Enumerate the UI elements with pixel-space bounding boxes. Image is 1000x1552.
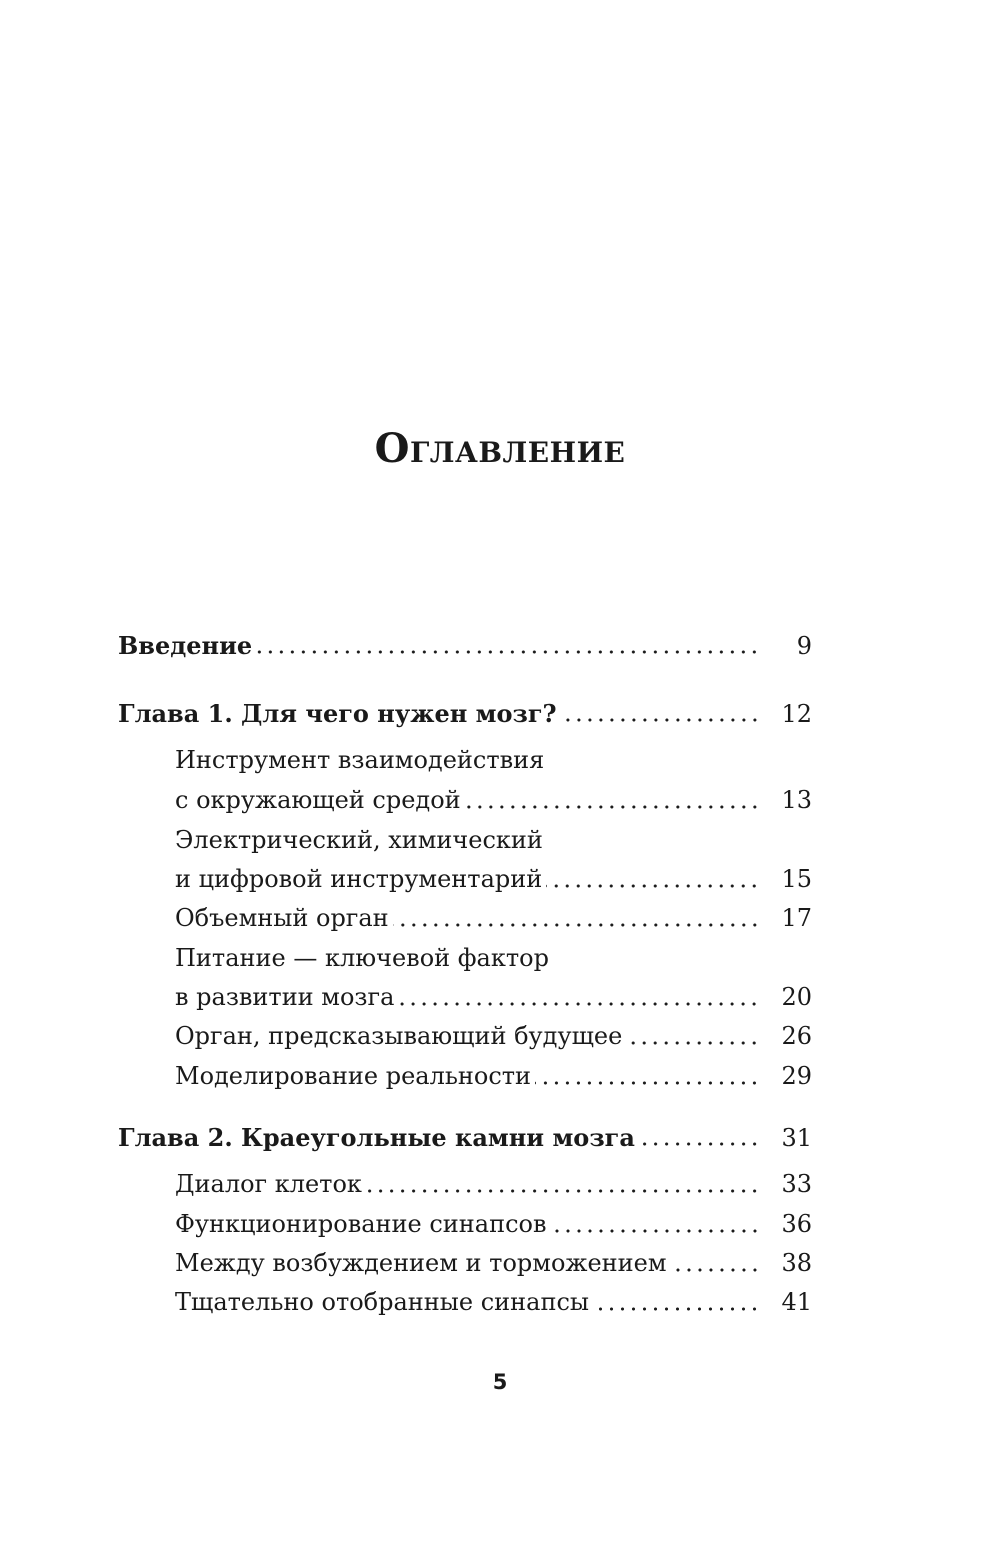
toc-entry-label: Глава 1. Для чего нужен мозг?: [118, 699, 557, 728]
toc-section-entry: [175, 1205, 812, 1244]
toc-entry-page: 9: [796, 632, 812, 660]
toc-entry-label: Питание — ключевой фактор: [175, 944, 549, 972]
dot-leader: [626, 1041, 760, 1045]
dot-leader: [593, 1307, 760, 1311]
toc-entry-page: 15: [781, 865, 812, 893]
toc-entry-label: Объемный орган: [175, 904, 389, 932]
toc-section-entry: [175, 1017, 812, 1056]
toc-entry-label: Электрический, химический: [175, 826, 543, 854]
dot-leader: [546, 884, 760, 888]
dot-leader: [465, 805, 760, 809]
toc-entry-page: 12: [781, 700, 812, 728]
toc-entry-label: Инструмент взаимодействия: [175, 746, 545, 774]
toc-entry-page: 33: [781, 1170, 812, 1198]
toc-section-entry: [175, 821, 812, 860]
toc-chapter-entry: [118, 694, 812, 733]
toc-entry-label: Глава 2. Краеугольные камни мозга: [118, 1123, 635, 1152]
toc-entry-label: и цифровой инструментарий: [175, 865, 543, 893]
page-number: 5: [492, 1370, 508, 1394]
toc-chapter-entry: [118, 1118, 812, 1157]
toc-section-entry: [175, 1165, 812, 1204]
toc-section-entry: [175, 1244, 812, 1283]
toc-entry-page: 38: [781, 1249, 812, 1277]
toc-section-entry: [175, 860, 812, 899]
toc-section-entry: [175, 939, 812, 978]
toc-entry-label: Моделирование реальности: [175, 1062, 532, 1090]
toc-entry-page: 13: [781, 786, 812, 814]
toc-section-entry: [175, 781, 812, 820]
dot-leader: [551, 1229, 760, 1233]
toc-chapter-entry: [118, 626, 812, 665]
toc-entry-label: Диалог клеток: [175, 1170, 362, 1198]
toc-entry-page: 36: [781, 1210, 812, 1238]
toc-entry-label: в развитии мозга: [175, 983, 395, 1011]
toc-entry-label: Между возбуждением и торможением: [175, 1249, 667, 1277]
dot-leader: [561, 718, 760, 722]
toc-entry-label: с окружающей средой: [175, 786, 461, 814]
toc-entry-label: Орган, предсказывающий будущее: [175, 1022, 623, 1050]
toc-section-entry: [175, 1283, 812, 1322]
toc-entry-label: Функционирование синапсов: [175, 1210, 547, 1238]
dot-leader: [535, 1081, 760, 1085]
dot-leader: [366, 1189, 760, 1193]
dot-leader: [639, 1142, 760, 1146]
toc-entry-page: 31: [781, 1124, 812, 1152]
toc-section-entry: [175, 978, 812, 1017]
toc-entry-label: Введение: [118, 631, 253, 660]
toc-entry-page: 26: [781, 1022, 812, 1050]
toc-section-entry: [175, 899, 812, 938]
toc-entry-page: 29: [781, 1062, 812, 1090]
dot-leader: [671, 1268, 760, 1272]
dot-leader: [393, 923, 760, 927]
dot-leader: [256, 650, 760, 654]
toc-entry-page: 41: [781, 1288, 812, 1316]
toc-section-entry: [175, 1057, 812, 1096]
toc-entry-page: 17: [781, 904, 812, 932]
dot-leader: [398, 1002, 760, 1006]
toc-section-entry: [175, 741, 812, 780]
toc-entry-label: Тщательно отобранные синапсы: [175, 1288, 589, 1316]
page-title: Оглавление: [374, 425, 626, 472]
toc-entry-page: 20: [781, 983, 812, 1011]
